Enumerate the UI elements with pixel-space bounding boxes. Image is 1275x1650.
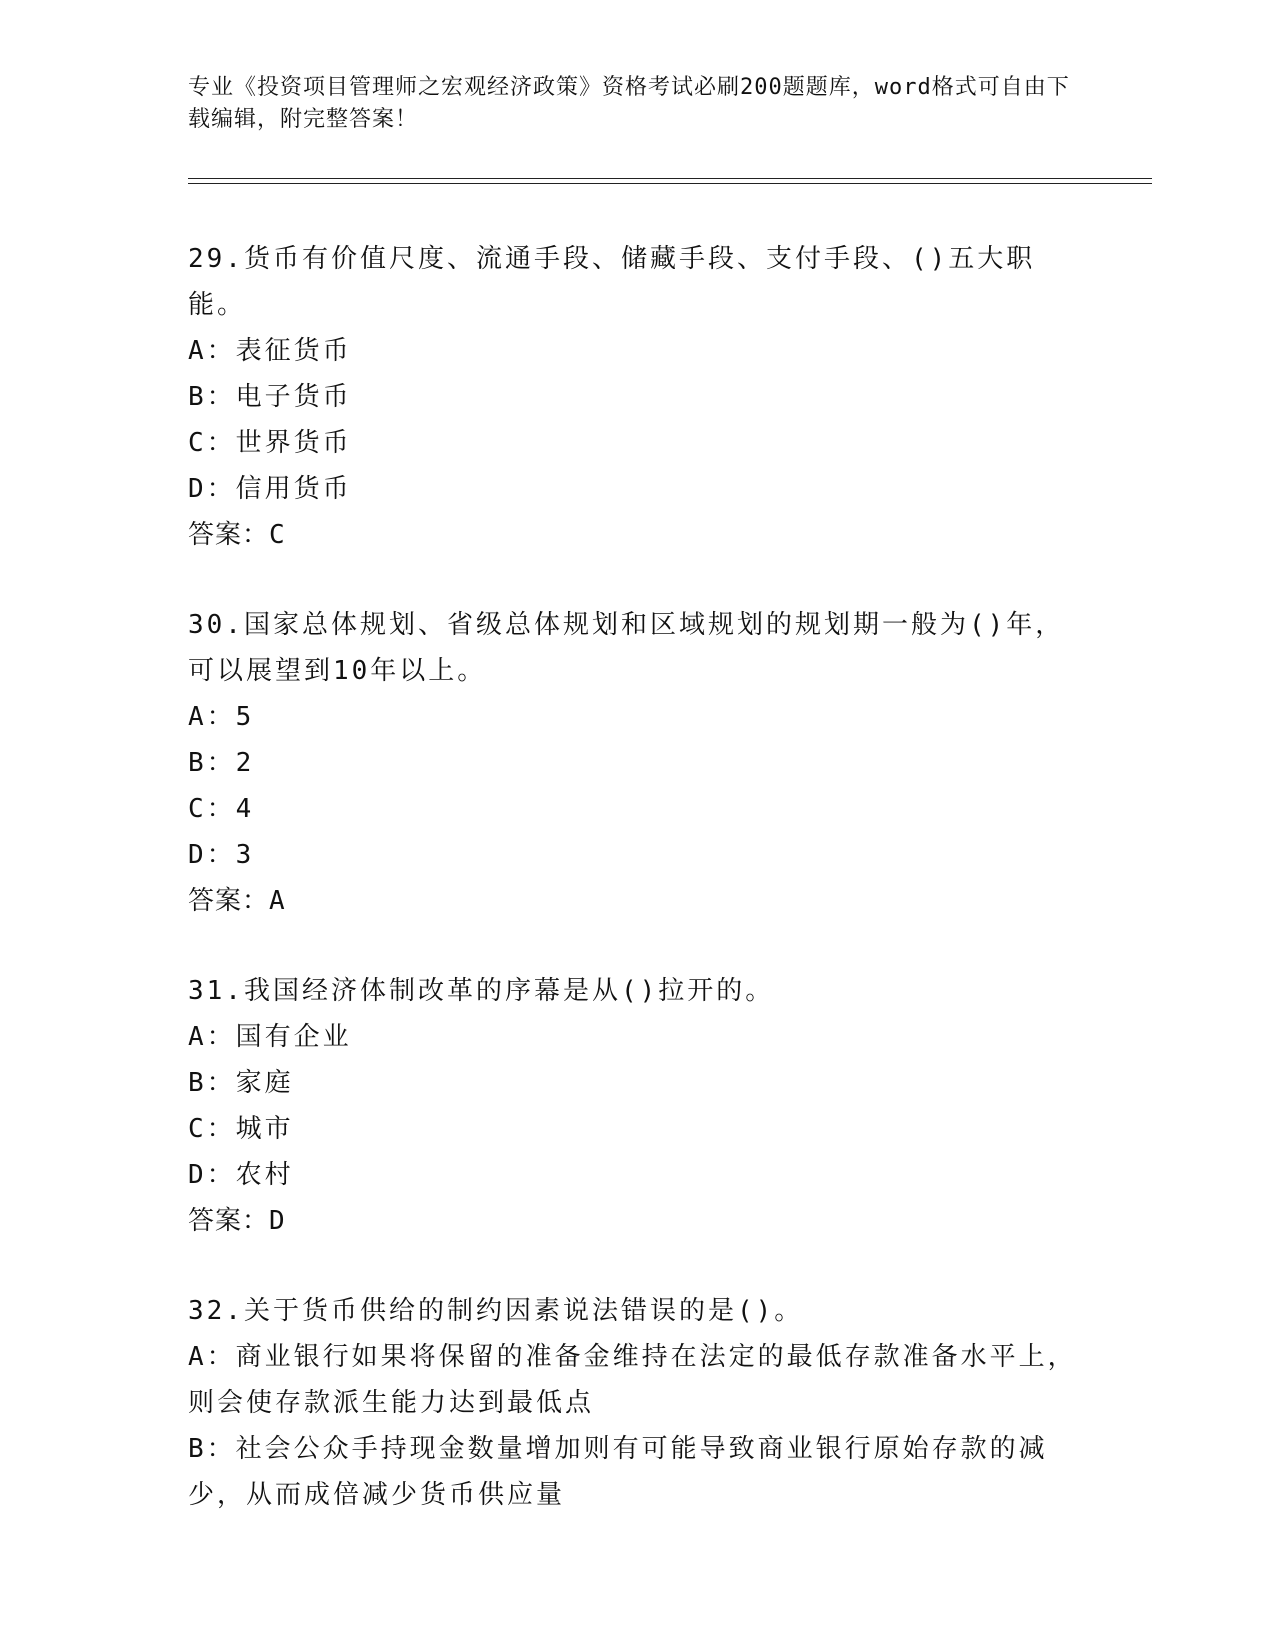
question-stem: 32.关于货币供给的制约因素说法错误的是()。 (188, 1296, 804, 1326)
question-stem: 29.货币有价值尺度、流通手段、储藏手段、支付手段、()五大职能。 (188, 244, 1036, 320)
answer-label: 答案： (188, 520, 270, 550)
option-c: C：城市 (188, 1114, 294, 1144)
option-a: A：国有企业 (188, 1022, 352, 1052)
answer-label: 答案： (188, 886, 270, 916)
option-b: B：社会公众手持现金数量增加则有可能导致商业银行原始存款的减少，从而成倍减少货币供应量 (188, 1434, 1048, 1510)
answer-line (188, 512, 1088, 558)
question-30 (188, 602, 1088, 924)
option-a: A：商业银行如果将保留的准备金维持在法定的最低存款准备水平上，则会使存款派生能力达到最低点 (188, 1342, 1077, 1418)
option-c: C：世界货币 (188, 428, 352, 458)
option-d: D：信用货币 (188, 474, 352, 504)
option-a: A：5 (188, 702, 255, 732)
option-b: B：2 (188, 748, 255, 778)
question-list (188, 236, 1088, 1518)
answer-line (188, 878, 1088, 924)
question-31 (188, 968, 1088, 1244)
question-stem: 31.我国经济体制改革的序幕是从()拉开的。 (188, 976, 775, 1006)
option-d: D：3 (188, 840, 255, 870)
option-c: C：4 (188, 794, 255, 824)
answer-label: 答案： (188, 1206, 270, 1236)
option-b: B：家庭 (188, 1068, 294, 1098)
answer-value: D (269, 1206, 286, 1236)
answer-value: A (269, 886, 286, 916)
document-header: 专业《投资项目管理师之宏观经济政策》资格考试必刷200题题库，word格式可自由下载编辑，附完整答案！ (188, 75, 1070, 132)
option-d: D：农村 (188, 1160, 294, 1190)
question-29 (188, 236, 1088, 558)
option-b: B：电子货币 (188, 382, 352, 412)
answer-line (188, 1198, 1088, 1244)
answer-value: C (269, 520, 286, 550)
option-a: A：表征货币 (188, 336, 352, 366)
header-divider (188, 178, 1152, 184)
question-32 (188, 1288, 1088, 1518)
question-stem: 30.国家总体规划、省级总体规划和区域规划的规划期一般为()年，可以展望到10年以上。 (188, 610, 1065, 686)
